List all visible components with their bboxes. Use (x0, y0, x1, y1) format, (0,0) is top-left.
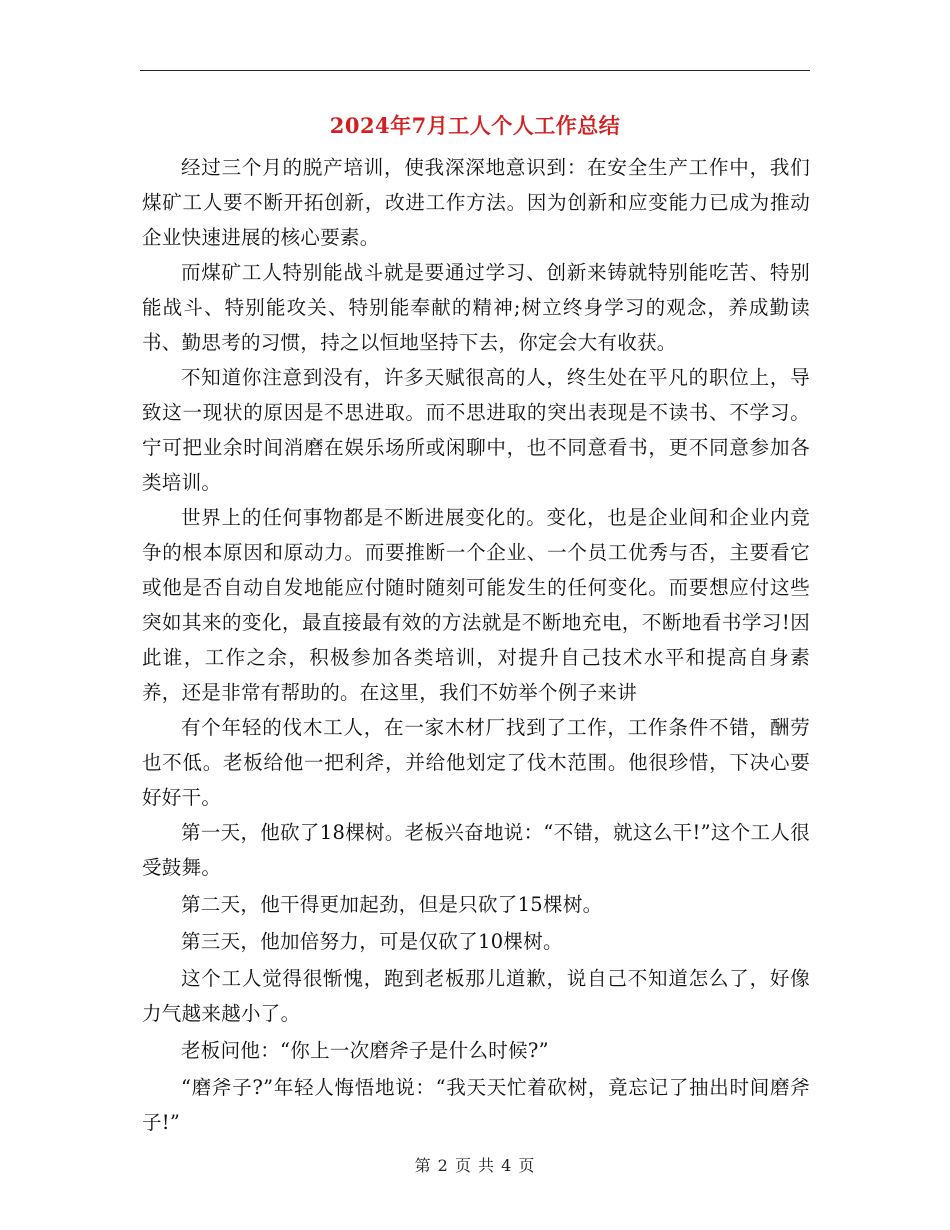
document-body (142, 150, 810, 1140)
header-rule (140, 70, 810, 71)
paragraph-4: 世界上的任何事物都是不断进展变化的。变化，也是企业间和企业内竞争的根本原因和原动力。而要推断一个企业、一个员工优秀与否，主要看它或他是否自动自发地能应付随时随刻可能发生的任何变化。而要想应付这些突如其来的变化，最直接最有效的方法就是不断地充电，不断地看书学习!因此谁，工作之余，积极参加各类培训，对提升自己技术水平和提高自身素养，还是非常有帮助的。在这里，我们不妨举个例子来讲 (142, 506, 810, 704)
paragraph-5: 有个年轻的伐木工人，在一家木材厂找到了工作，工作条件不错，酬劳也不低。老板给他一把利斧，并给他划定了伐木范围。他很珍惜，下决心要好好干。 (142, 716, 810, 809)
paragraph-6: 第一天，他砍了18棵树。老板兴奋地说：“不错，就这么干!”这个工人很受鼓舞。 (142, 821, 810, 879)
paragraph-8: 第三天，他加倍努力，可是仅砍了10棵树。 (181, 930, 563, 953)
paragraph-3: 不知道你注意到没有，许多天赋很高的人，终生处在平凡的职位上，导致这一现状的原因是不思进取。而不思进取的突出表现是不读书、不学习。宁可把业余时间消磨在娱乐场所或闲聊中，也不同意看书，更不同意参加各类培训。 (142, 366, 810, 494)
paragraph-9: 这个工人觉得很惭愧，跑到老板那儿道歉，说自己不知道怎么了，好像力气越来越小了。 (142, 967, 810, 1025)
paragraph-1: 经过三个月的脱产培训，使我深深地意识到：在安全生产工作中，我们煤矿工人要不断开拓创新，改进工作方法。因为创新和应变能力已成为推动企业快速进展的核心要素。 (142, 156, 810, 249)
page-number: 第 2 页 共 4 页 (414, 1156, 536, 1175)
paragraph-7: 第二天，他干得更加起劲，但是只砍了15棵树。 (181, 893, 603, 916)
paragraph-2: 而煤矿工人特别能战斗就是要通过学习、创新来铸就特别能吃苦、特别能战斗、特别能攻关、特别能奉献的精神;树立终身学习的观念，养成勤读书、勤思考的习惯，持之以恒地坚持下去，你定会大有收获。 (142, 261, 810, 354)
paragraph-11: “磨斧子?”年轻人悔悟地说：“我天天忙着砍树，竟忘记了抽出时间磨斧子!” (142, 1076, 810, 1134)
paragraph-10: 老板问他：“你上一次磨斧子是什么时候?” (181, 1039, 549, 1062)
document-title: 2024年7月工人个人工作总结 (329, 113, 621, 138)
